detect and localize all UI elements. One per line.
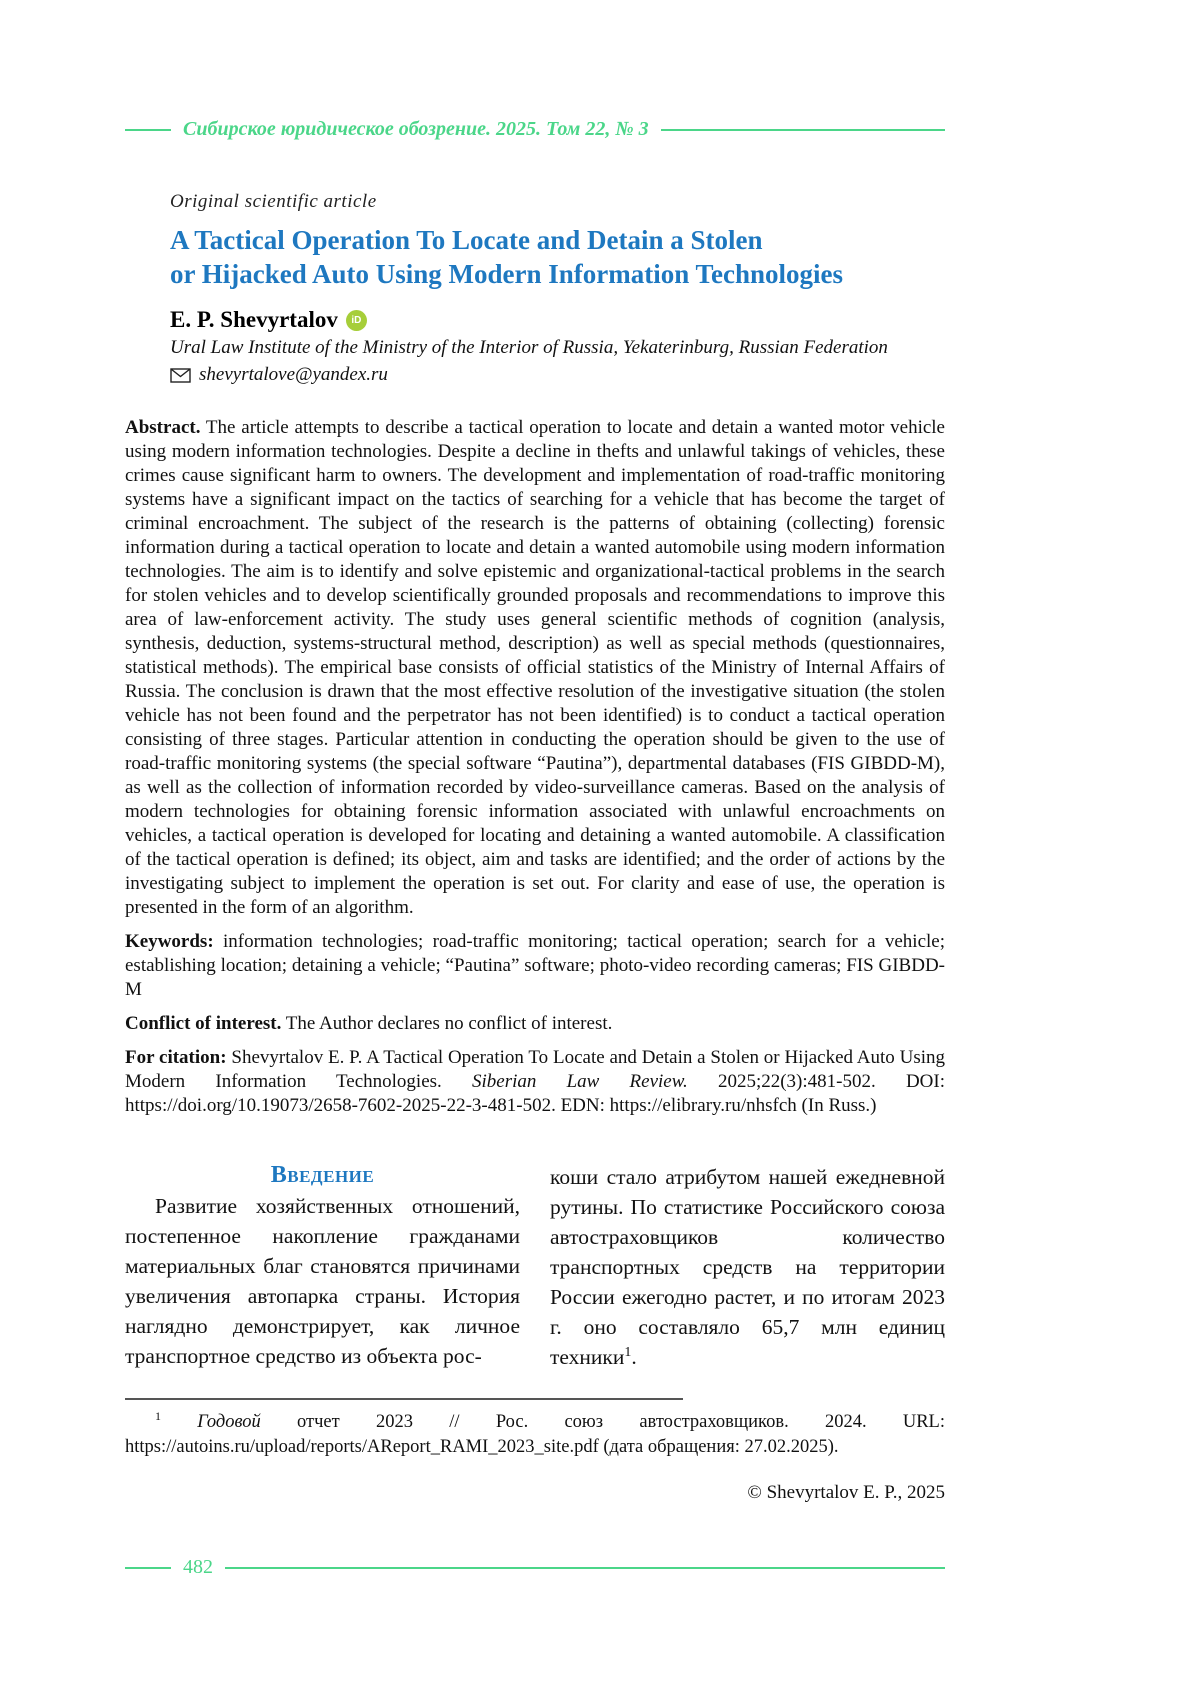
introduction-section <box>125 1162 945 1372</box>
citation-label: For citation: <box>125 1047 227 1068</box>
author-line <box>170 307 945 333</box>
citation-text-2[interactable]: 2025;22(3):481-502. DOI: https://doi.org/10.19073/2658-7602-2025-22-3-481-502. EDN: https://elibrary.ru/nhsfch (In Russ.) <box>125 1071 945 1116</box>
footnote-text[interactable]: отчет 2023 // Рос. союз автостраховщиков. 2024. URL: https://autoins.ru/upload/reports/AReport_RAMI_2023_site.pdf (дата обращения: 27.02.2025). <box>125 1412 946 1457</box>
intro-right-paragraph <box>550 1162 945 1372</box>
keywords-text: information technologies; road-traffic monitoring; tactical operation; search for a vehicle; establishing location; detaining a vehicle; “Pautina” software; photo-video recording cameras; FIS GIBDD-M <box>125 931 945 1000</box>
keywords-label: Keywords: <box>125 931 214 952</box>
email-icon <box>170 368 191 383</box>
article-meta <box>125 416 945 1118</box>
footnote-lead-italic: Годовой <box>197 1412 261 1432</box>
footer-rule-right <box>225 1567 945 1569</box>
conflict-text: The Author declares no conflict of interest. <box>281 1013 613 1034</box>
footnote-rule <box>125 1398 683 1400</box>
journal-title-line: Сибирское юридическое обозрение. 2025. Том 22, № 3 <box>183 118 649 140</box>
abstract-label: Abstract. <box>125 417 201 438</box>
footnote-ref-1: 1 <box>624 1344 632 1360</box>
orcid-icon[interactable]: iD <box>346 310 367 331</box>
keywords-paragraph <box>125 930 945 1002</box>
conflict-label: Conflict of interest. <box>125 1013 282 1034</box>
intro-right-text-end: . <box>631 1345 637 1369</box>
running-foot <box>125 1556 945 1579</box>
author-email-line <box>170 364 945 386</box>
intro-right-text: коши стало атрибутом нашей ежедневной рутины. По статистике Российского союза автостраховщиков количество транспортных средств на территории России ежегодно растет, и по итогам 2023 г. оно составляло 65,7 млн единиц техники <box>550 1165 945 1369</box>
article-type-label: Original scientific article <box>170 191 377 212</box>
intro-left-column <box>125 1162 520 1372</box>
running-head <box>125 118 945 141</box>
intro-left-paragraph: Развитие хозяйственных отношений, постепенное накопление гражданами материальных благ становятся причинами увеличения автопарка страны. История наглядно демонстрирует, как личное транспортное средство из объекта рос- <box>125 1194 520 1368</box>
footnote-marker: 1 <box>155 1408 162 1423</box>
header-rule-right <box>661 129 945 131</box>
article-title <box>170 223 945 291</box>
conflict-paragraph <box>125 1012 945 1036</box>
page-number: 482 <box>183 1556 213 1578</box>
intro-right-column <box>550 1162 945 1372</box>
title-block <box>170 191 945 386</box>
citation-text-1: Shevyrtalov E. P. A Tactical Operation To Locate and Detain a Stolen or Hijacked Auto Using Modern Information Technologies. <box>125 1047 945 1092</box>
article-title-line1: A Tactical Operation To Locate and Detain a Stolen <box>170 225 763 255</box>
abstract-paragraph <box>125 416 945 920</box>
author-name: E. P. Shevyrtalov <box>170 307 338 332</box>
abstract-text: The article attempts to describe a tactical operation to locate and detain a wanted motor vehicle using modern information technologies. Despite a decline in thefts and unlawful takings of vehicles, these crimes cause significant harm to owners. The development and implementation of road-traffic monitoring systems have a significant impact on the tactics of searching for a vehicle that has become the target of criminal encroachment. The subject of the research is the patterns of obtaining (collecting) forensic information during a tactical operation to locate and detain a wanted automobile using modern information technologies. The aim is to identify and solve epistemic and organizational-tactical problems in the search for stolen vehicles and to develop scientifically grounded proposals and recommendations to improve this area of law-enforcement activity. The study uses general scientific methods of cognition (analysis, synthesis, deduction, systems-structural method, description) as well as special methods (questionnaires, statistical methods). The empirical base consists of official statistics of the Ministry of Internal Affairs of Russia. The conclusion is drawn that the most effective resolution of the investigative situation (the stolen vehicle has not been found and the perpetrator has not been identified) is to conduct a tactical operation consisting of three stages. Particular attention in conducting the operation should be given to the use of road-traffic monitoring systems (the special software “Pautina”), departmental databases (FIS GIBDD-M), as well as the collection of information recorded by video-surveillance cameras. Based on the analysis of modern technologies for obtaining forensic information associated with unlawful encroachments on vehicles, a tactical operation is developed for locating and detaining a wanted automobile. A classification of the tactical operation is defined; its object, aim and tasks are identified; and the order of actions by the investigating subject to implement the operation is set out. For clarity and ease of use, the operation is presented in the form of an algorithm. <box>125 417 945 918</box>
copyright-line: © Shevyrtalov E. P., 2025 <box>747 1482 945 1503</box>
author-affiliation: Ural Law Institute of the Ministry of the Interior of Russia, Yekaterinburg, Russian Federation <box>170 337 888 358</box>
header-rule-left <box>125 129 171 131</box>
footer-rule-left <box>125 1567 171 1569</box>
article-title-line2: or Hijacked Auto Using Modern Information Technologies <box>170 259 844 289</box>
footnote-1 <box>125 1410 945 1460</box>
introduction-heading: Введение <box>270 1162 375 1188</box>
author-email[interactable]: shevyrtalove@yandex.ru <box>199 364 388 385</box>
citation-journal-name: Siberian Law Review. <box>471 1071 688 1092</box>
citation-paragraph <box>125 1046 945 1118</box>
